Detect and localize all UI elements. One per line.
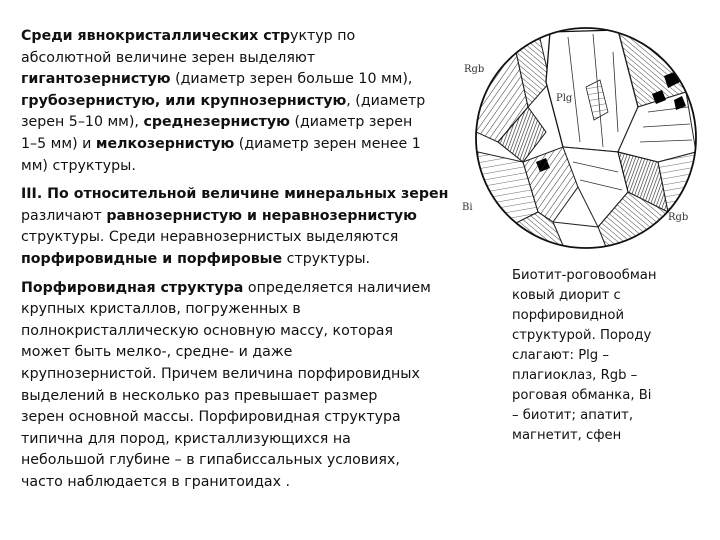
caption-line: магнетит, сфен bbox=[512, 428, 622, 443]
caption-line: структурой. Породу bbox=[512, 328, 652, 343]
text-line bbox=[21, 112, 471, 134]
caption-line: слагают: Plg – bbox=[512, 348, 609, 363]
bold-text-run: III. По относительной величине минеральных зерен bbox=[21, 186, 449, 203]
text-line bbox=[21, 407, 471, 429]
bold-text-run: Порфировидная структура bbox=[21, 279, 244, 296]
text-run: 1–5 мм) и bbox=[21, 135, 96, 152]
text-run: различают bbox=[21, 207, 107, 224]
text-line bbox=[21, 278, 471, 300]
paragraph bbox=[21, 184, 471, 270]
bold-text-run: мелкозернистую bbox=[95, 135, 235, 152]
caption-line: плагиоклаз, Rgb – bbox=[512, 368, 638, 383]
text-line bbox=[21, 472, 471, 494]
caption-line: роговая обманка, Bi bbox=[512, 388, 652, 403]
bold-text-run: среднезернистую bbox=[143, 114, 290, 131]
paragraph bbox=[21, 26, 471, 177]
caption-line: – биотит; апатит, bbox=[512, 408, 634, 423]
text-run: (диаметр зерен менее 1 bbox=[234, 135, 421, 152]
text-line bbox=[21, 342, 471, 364]
figure-caption bbox=[512, 266, 712, 446]
text-run: определяется наличием bbox=[243, 279, 431, 296]
text-line bbox=[21, 48, 471, 70]
text-run: (диаметр зерен bbox=[289, 114, 413, 131]
text-line bbox=[21, 184, 471, 206]
text-line bbox=[21, 206, 471, 228]
text-run: небольшой глубине – в гипабиссальных условиях, bbox=[21, 452, 400, 469]
label-rgb-bottom: Rgb bbox=[668, 212, 689, 223]
text-run: (диаметр зерен больше 10 мм), bbox=[170, 71, 413, 88]
caption-line: Биотит-роговообман bbox=[512, 268, 657, 283]
thin-section-crystals bbox=[468, 12, 700, 264]
text-line bbox=[21, 134, 471, 156]
text-run: структуры. Среди неравнозернистых выделяются bbox=[21, 229, 399, 246]
main-text bbox=[21, 26, 471, 536]
text-run: типична для пород, кристаллизующихся на bbox=[21, 430, 351, 447]
text-line bbox=[21, 450, 471, 472]
bold-text-run: грубозернистую, или крупнозернистую bbox=[21, 92, 347, 109]
text-line bbox=[21, 299, 471, 321]
text-run: полнокристаллическую основную массу, которая bbox=[21, 322, 393, 339]
text-run: мм) структуры. bbox=[21, 157, 136, 174]
rock-thin-section-figure bbox=[462, 12, 700, 264]
text-line bbox=[21, 91, 471, 113]
text-run: выделений в несколько раз превышает размер bbox=[21, 387, 378, 404]
text-line bbox=[21, 429, 471, 451]
text-run: уктур по bbox=[290, 28, 356, 44]
text-run: часто наблюдается в гранитоидах . bbox=[21, 473, 291, 490]
text-run: зерен основной массы. Порфировидная структура bbox=[21, 409, 401, 426]
label-plg: Plg bbox=[556, 93, 573, 104]
text-run: крупнозернистой. Причем величина порфировидных bbox=[21, 365, 420, 382]
text-run: крупных кристаллов, погруженных в bbox=[21, 301, 301, 318]
text-line bbox=[21, 227, 471, 249]
text-run: зерен 5–10 мм), bbox=[21, 114, 144, 131]
bold-text-run: Среди явнокристаллических стр bbox=[21, 28, 291, 44]
bold-text-run: гигантозернистую bbox=[21, 71, 171, 88]
text-line bbox=[21, 69, 471, 91]
text-line bbox=[21, 321, 471, 343]
bold-text-run: равнозернистую и неравнозернистую bbox=[106, 207, 417, 224]
paragraph bbox=[21, 278, 471, 494]
text-run: абсолютной величине зерен выделяют bbox=[21, 49, 316, 66]
caption-line: порфировидной bbox=[512, 308, 625, 323]
bold-text-run: порфировидные и порфировые bbox=[21, 250, 283, 267]
label-bi: Bi bbox=[462, 202, 473, 213]
caption-line: ковый диорит с bbox=[512, 288, 621, 303]
label-rgb-top: Rgb bbox=[464, 64, 485, 75]
text-run: структуры. bbox=[282, 250, 371, 267]
text-line bbox=[21, 156, 471, 178]
text-run: может быть мелко-, средне- и даже bbox=[21, 344, 293, 361]
text-line bbox=[21, 249, 471, 271]
text-line bbox=[21, 386, 471, 408]
text-line bbox=[21, 364, 471, 386]
text-run: , (диаметр bbox=[346, 92, 426, 109]
text-line bbox=[21, 26, 471, 48]
